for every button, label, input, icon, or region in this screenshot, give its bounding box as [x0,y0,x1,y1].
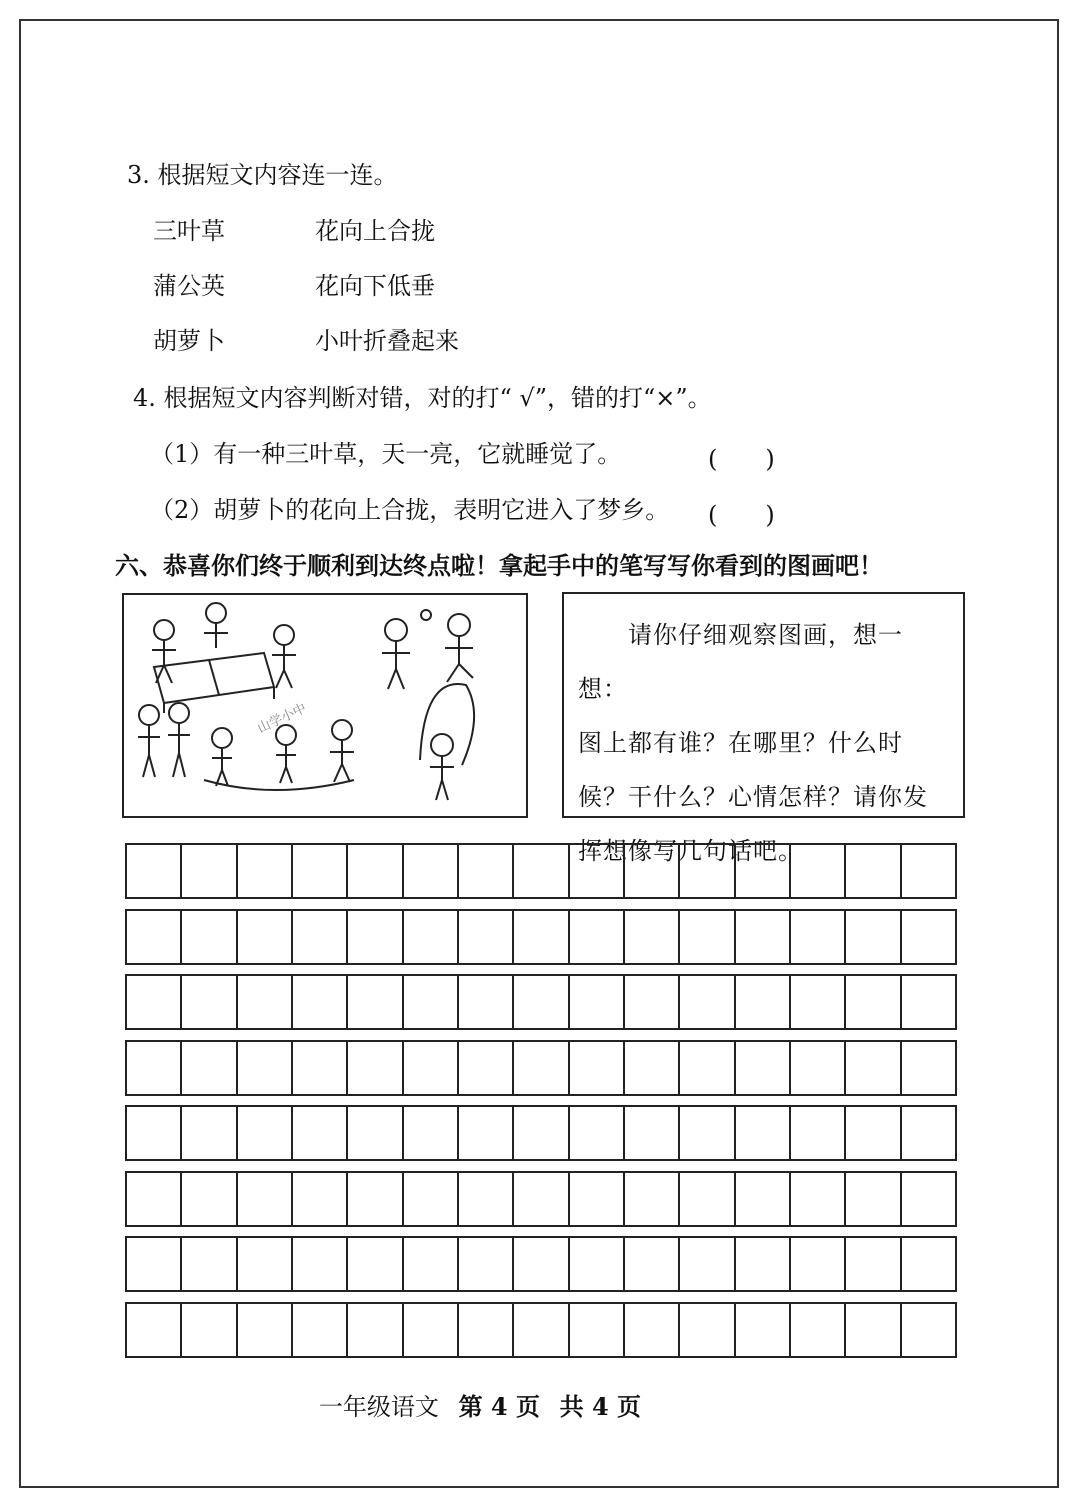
grid-cell[interactable] [238,976,293,1028]
grid-cell[interactable] [348,911,403,963]
grid-cell[interactable] [404,845,459,897]
grid-row [125,909,957,965]
grid-cell[interactable] [846,1304,901,1356]
grid-cell[interactable] [238,1107,293,1159]
grid-cell[interactable] [293,976,348,1028]
grid-cell[interactable] [570,976,625,1028]
grid-cell[interactable] [127,911,182,963]
grid-cell[interactable] [127,1304,182,1356]
grid-cell[interactable] [238,911,293,963]
grid-cell[interactable] [514,1042,569,1094]
grid-cell[interactable] [127,1238,182,1290]
grid-cell[interactable] [127,845,182,897]
grid-cell[interactable] [846,1173,901,1225]
children-playing-illustration [124,595,526,816]
grid-cell[interactable] [238,845,293,897]
grid-cell[interactable] [459,1173,514,1225]
grid-cell[interactable] [404,1107,459,1159]
grid-cell[interactable] [459,1304,514,1356]
grid-cell[interactable] [404,911,459,963]
grid-cell[interactable] [736,1042,791,1094]
grid-row [125,1105,957,1161]
grid-cell[interactable] [459,1107,514,1159]
grid-cell[interactable] [238,1238,293,1290]
footer-subject: 一年级语文 [318,1393,439,1421]
q3-right-3: 小叶折叠起来 [315,327,459,355]
grid-cell[interactable] [846,1238,901,1290]
grid-cell[interactable] [680,1238,735,1290]
grid-cell[interactable] [238,1042,293,1094]
grid-cell[interactable] [182,845,237,897]
footer-page: 第 4 页 [458,1392,540,1421]
grid-row [125,1040,957,1096]
grid-cell[interactable] [680,845,735,897]
grid-cell[interactable] [127,976,182,1028]
section6-heading: 六、恭喜你们终于顺利到达终点啦！拿起手中的笔写写你看到的图画吧！ [115,551,883,580]
grid-cell[interactable] [736,1173,791,1225]
grid-cell[interactable] [736,976,791,1028]
prompt-line-3: 候？干什么？心情怎样？请你发 [578,783,928,811]
q4-item-2: （2）胡萝卜的花向上合拢，表明它进入了梦乡。 [150,496,670,524]
grid-cell[interactable] [902,1107,955,1159]
grid-cell[interactable] [348,1107,403,1159]
grid-cell[interactable] [570,911,625,963]
grid-cell[interactable] [791,1042,846,1094]
grid-cell[interactable] [293,911,348,963]
grid-cell[interactable] [736,1238,791,1290]
grid-cell[interactable] [514,976,569,1028]
grid-cell[interactable] [514,1238,569,1290]
grid-cell[interactable] [404,1238,459,1290]
prompt-line-4: 挥想像写几句话吧。 [578,837,803,865]
grid-cell[interactable] [293,1173,348,1225]
grid-cell[interactable] [570,845,625,897]
prompt-line-2: 图上都有谁？在哪里？什么时 [578,729,903,757]
grid-cell[interactable] [902,911,955,963]
grid-cell[interactable] [846,911,901,963]
grid-cell[interactable] [459,1238,514,1290]
grid-cell[interactable] [846,845,901,897]
grid-cell[interactable] [459,1042,514,1094]
grid-cell[interactable] [791,845,846,897]
q4-answer-blank-1[interactable]: ( ) [708,445,775,473]
prompt-line-1: 请你仔细观察图画，想一想： [578,621,903,703]
grid-cell[interactable] [791,911,846,963]
grid-cell[interactable] [459,845,514,897]
grid-cell[interactable] [127,1173,182,1225]
grid-cell[interactable] [182,1238,237,1290]
grid-cell[interactable] [348,1304,403,1356]
grid-cell[interactable] [846,1042,901,1094]
grid-cell[interactable] [570,1042,625,1094]
grid-cell[interactable] [902,1238,955,1290]
q3-left-3: 胡萝卜 [153,327,225,355]
grid-cell[interactable] [514,1304,569,1356]
grid-cell[interactable] [404,1304,459,1356]
q3-title: 3. 根据短文内容连一连。 [127,161,398,189]
grid-cell[interactable] [182,976,237,1028]
grid-cell[interactable] [514,845,569,897]
grid-cell[interactable] [625,1107,680,1159]
grid-cell[interactable] [902,845,955,897]
grid-row [125,1171,957,1227]
grid-cell[interactable] [459,976,514,1028]
grid-cell[interactable] [625,976,680,1028]
grid-cell[interactable] [625,845,680,897]
grid-cell[interactable] [570,1304,625,1356]
q3-right-2: 花向下低垂 [315,272,435,300]
footer-total: 共 4 页 [559,1392,642,1421]
grid-cell[interactable] [182,911,237,963]
grid-cell[interactable] [238,1304,293,1356]
grid-cell[interactable] [736,1304,791,1356]
q4-item-1: （1）有一种三叶草，天一亮，它就睡觉了。 [150,440,622,468]
grid-cell[interactable] [182,1107,237,1159]
grid-cell[interactable] [846,976,901,1028]
grid-cell[interactable] [182,1173,237,1225]
grid-cell[interactable] [736,911,791,963]
grid-cell[interactable] [348,1042,403,1094]
grid-cell[interactable] [902,1173,955,1225]
grid-row [125,974,957,1030]
grid-cell[interactable] [570,1107,625,1159]
grid-cell[interactable] [791,1173,846,1225]
grid-cell[interactable] [791,1107,846,1159]
grid-cell[interactable] [625,1173,680,1225]
grid-cell[interactable] [680,1173,735,1225]
grid-cell[interactable] [238,1173,293,1225]
grid-cell[interactable] [348,1238,403,1290]
grid-cell[interactable] [404,976,459,1028]
grid-cell[interactable] [736,1107,791,1159]
grid-cell[interactable] [293,845,348,897]
grid-cell[interactable] [902,976,955,1028]
q3-left-1: 三叶草 [153,217,225,245]
grid-cell[interactable] [791,1304,846,1356]
grid-cell[interactable] [127,1107,182,1159]
grid-cell[interactable] [293,1107,348,1159]
grid-cell[interactable] [514,1107,569,1159]
q3-right-1: 花向上合拢 [315,217,435,245]
grid-row [125,1236,957,1292]
watermark-stamp: 山学小中 [255,701,309,737]
writing-prompt-box [562,592,965,865]
grid-cell[interactable] [348,976,403,1028]
page-footer [0,1387,960,1422]
grid-cell[interactable] [404,1173,459,1225]
grid-cell[interactable] [514,911,569,963]
grid-cell[interactable] [570,1173,625,1225]
grid-cell[interactable] [293,1042,348,1094]
illustration-box [122,593,528,818]
grid-cell[interactable] [680,1107,735,1159]
grid-cell[interactable] [182,1304,237,1356]
q4-title: 4. 根据短文内容判断对错，对的打“ √”，错的打“×”。 [133,384,712,412]
grid-cell[interactable] [625,1238,680,1290]
grid-cell[interactable] [902,1304,955,1356]
grid-cell[interactable] [680,1304,735,1356]
grid-row [125,1302,957,1358]
grid-cell[interactable] [570,1238,625,1290]
grid-cell[interactable] [293,1304,348,1356]
grid-cell[interactable] [127,1042,182,1094]
grid-cell[interactable] [182,1042,237,1094]
grid-cell[interactable] [680,911,735,963]
grid-cell[interactable] [293,1238,348,1290]
grid-cell[interactable] [736,845,791,897]
grid-cell[interactable] [625,911,680,963]
grid-cell[interactable] [459,911,514,963]
grid-cell[interactable] [404,1042,459,1094]
grid-cell[interactable] [846,1107,901,1159]
grid-cell[interactable] [514,1173,569,1225]
grid-cell[interactable] [791,1238,846,1290]
grid-cell[interactable] [680,976,735,1028]
grid-cell[interactable] [348,845,403,897]
grid-cell[interactable] [902,1042,955,1094]
grid-cell[interactable] [348,1173,403,1225]
grid-cell[interactable] [625,1042,680,1094]
grid-cell[interactable] [791,976,846,1028]
grid-cell[interactable] [625,1304,680,1356]
q3-left-2: 蒲公英 [153,272,225,300]
grid-cell[interactable] [680,1042,735,1094]
grid-row [125,843,957,899]
q4-answer-blank-2[interactable]: ( ) [708,501,775,529]
